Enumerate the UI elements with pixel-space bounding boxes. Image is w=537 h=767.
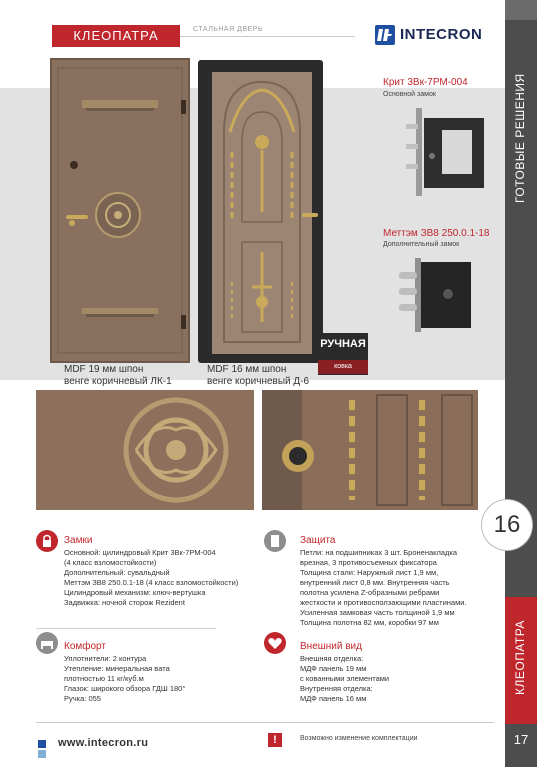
door-image-d6 xyxy=(212,72,312,354)
page-badge-16: 16 xyxy=(482,500,532,550)
divider xyxy=(36,628,216,629)
main-lock-subtitle: Основной замок xyxy=(383,91,436,98)
brand-name: INTECRON xyxy=(400,26,483,43)
feature-protection-body: Петли: на подшипниках 3 шт. Броненакладка врезная, 3 противосъемных фиксатора Толщина стали: Наружный лист 1,9 мм, внутренний лист 0,8 мм. Внутренняя часть полотна усилена Z-образными ребрами жесткости и противосползающими пластинами. Усиленная замковая часть толщиной 1,9 мм Толщина полотна 82 мм, коробки 97 мм xyxy=(300,548,467,627)
door-left-caption xyxy=(64,364,172,388)
door-left-caption-line2: венге коричневый ЛК-1 xyxy=(64,376,172,387)
door-right-caption xyxy=(207,364,309,388)
handmade-badge-title: РУЧНАЯ xyxy=(320,338,366,350)
sidebar-top xyxy=(505,0,537,20)
feature-locks-title: Замки xyxy=(64,535,93,546)
page-title: КЛЕОПАТРА xyxy=(52,25,180,47)
detail-photo-ornament xyxy=(36,390,254,510)
website-link[interactable]: www.intecron.ru xyxy=(58,737,149,749)
feature-comfort-title: Комфорт xyxy=(64,641,106,652)
footer-square-icon xyxy=(38,740,46,748)
feature-appearance-title: Внешний вид xyxy=(300,641,362,652)
feature-locks-body: Основной: цилиндровый Крит 3Вк-7РМ-004 (4 класс взломостойкости) Дополнительный: сувальдный Меттэм ЗВ8 250.0.1-18 (4 класс взломостойкости) Цилиндровый механизм: ключ-вертушка Задвижка: ночной сторож Rezident xyxy=(64,548,239,607)
detail-photo-lock-cylinder xyxy=(262,390,478,510)
feature-appearance-body: Внешняя отделка: МДФ панель 19 мм с кованными элементами Внутренняя отделка: МДФ панель 16 мм xyxy=(300,654,390,703)
door-icon xyxy=(264,530,286,552)
main-lock-title: Крит 3Вк-7РМ-004 xyxy=(383,77,468,88)
warning-icon: ! xyxy=(268,733,282,747)
lock-icon xyxy=(36,530,58,552)
handmade-badge-sub: ковка xyxy=(318,360,368,374)
sidebar-product-label: КЛЕОПАТРА xyxy=(513,620,527,695)
footer-square-icon xyxy=(38,750,46,758)
brand-logo-icon xyxy=(375,25,395,45)
page-subtitle: СТАЛЬНАЯ ДВЕРЬ xyxy=(193,26,263,33)
extra-lock-image xyxy=(393,254,483,336)
door-handle-icon xyxy=(302,213,318,217)
door-image-lk1 xyxy=(50,58,190,363)
page-number: 17 xyxy=(513,732,529,747)
door-right-caption-line2: венге коричневый Д-6 xyxy=(207,376,310,387)
heart-icon xyxy=(264,632,286,654)
title-divider xyxy=(180,36,355,37)
feature-protection-title: Защита xyxy=(300,535,336,546)
door-right-caption-line1: MDF 16 мм шпон xyxy=(207,364,287,375)
feature-comfort-body: Уплотнители: 2 контура Утепление: минеральная вата плотностью 11 кг/куб.м Глазок: широкого обзора ГДШ 180° Ручка: 055 xyxy=(64,654,186,703)
footer-divider xyxy=(36,722,494,723)
bed-icon xyxy=(36,632,58,654)
main-lock-image xyxy=(402,104,490,199)
extra-lock-subtitle: Дополнительный замок xyxy=(383,241,460,248)
footer-note: Возможно изменение комплектации xyxy=(300,735,418,742)
door-left-caption-line1: MDF 19 мм шпон xyxy=(64,364,144,375)
extra-lock-title: Меттэм ЗВ8 250.0.1-18 xyxy=(383,228,490,239)
sidebar-section-label: ГОТОВЫЕ РЕШЕНИЯ xyxy=(513,73,527,203)
